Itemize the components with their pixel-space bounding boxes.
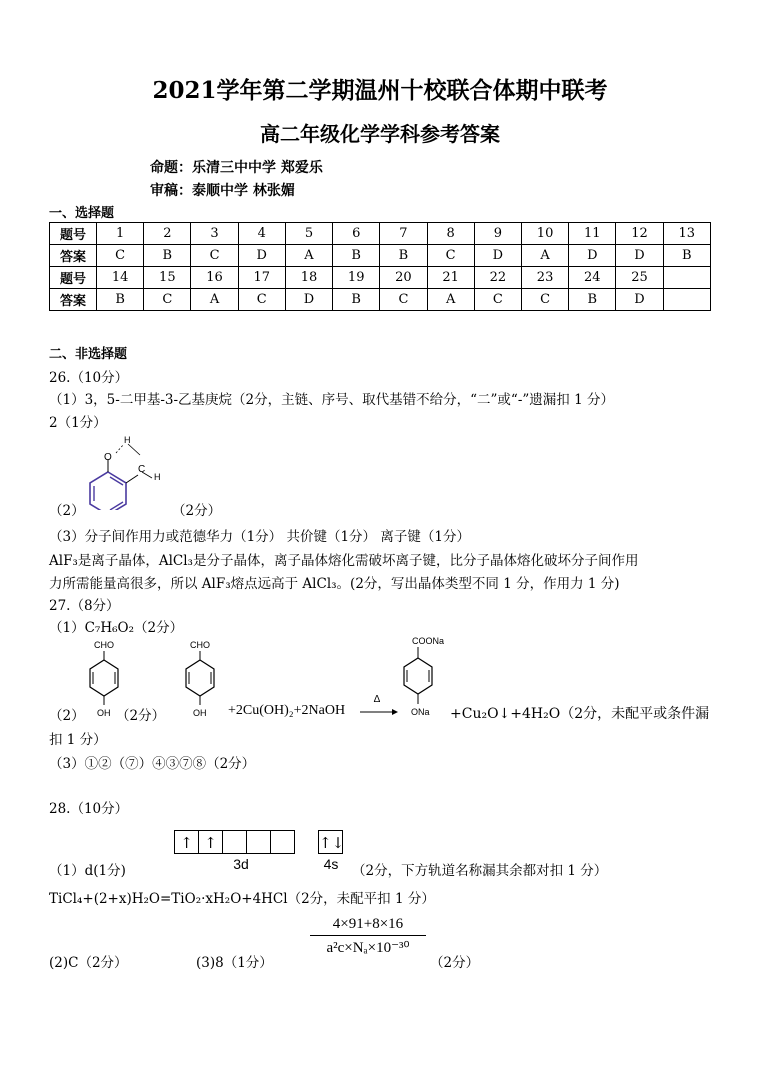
table-cell: D	[616, 245, 663, 267]
reviewer-line: 审稿：泰顺中学 林张媚	[150, 183, 295, 199]
table-cell: C	[521, 289, 568, 311]
table-cell: D	[569, 245, 616, 267]
benzene-ring	[90, 472, 126, 510]
q28-part3: (3)8（1分）	[196, 955, 273, 971]
table-cell: A	[427, 289, 474, 311]
table-cell: C	[427, 245, 474, 267]
table-cell: B	[144, 245, 191, 267]
table-cell: 24	[569, 267, 616, 289]
q26-part1b: 2（1分）	[49, 415, 107, 431]
q28-equation: TiCl₄+(2+x)H₂O=TiO₂·xH₂O+4HCl（2分，未配平扣 1 分）	[49, 891, 435, 907]
table-cell: C	[474, 289, 521, 311]
table-cell: 20	[380, 267, 427, 289]
page-title: 2021学年第二学期温州十校联合体期中联考	[152, 77, 608, 104]
table-cell: 5	[285, 223, 332, 245]
section-choice-heading: 一、选择题	[49, 206, 115, 221]
sodium-phenoxide-benzoate-structure	[394, 634, 452, 720]
orbital-box-4s: ↑↓	[318, 830, 343, 854]
table-cell: A	[285, 245, 332, 267]
table-cell: C	[97, 245, 144, 267]
table-cell: B	[333, 245, 380, 267]
table-cell: B	[380, 245, 427, 267]
table-cell: A	[521, 245, 568, 267]
reactants-text: +2Cu(OH)₂+2NaOH	[228, 703, 346, 718]
table-cell	[663, 267, 710, 289]
table-cell: 21	[427, 267, 474, 289]
oxygen-label: O	[104, 452, 112, 463]
orbital-box	[270, 830, 295, 854]
table-cell: 16	[191, 267, 238, 289]
page-subtitle: 高二年级化学学科参考答案	[260, 122, 500, 146]
table-row	[50, 289, 711, 311]
phenoxide-label: ONa	[411, 707, 430, 717]
q26-explanation-1: AlF₃是离子晶体，AlCl₃是分子晶体，离子晶体熔化需破坏离子键，比分子晶体熔化破坏分子间作用	[49, 553, 639, 569]
table-cell: 13	[663, 223, 710, 245]
table-cell: 10	[521, 223, 568, 245]
table-cell: 9	[474, 223, 521, 245]
table-cell: 18	[285, 267, 332, 289]
fraction-numerator: 4×91+8×16	[310, 916, 426, 936]
table-cell: 23	[521, 267, 568, 289]
table-cell: 17	[238, 267, 285, 289]
table-header-cell: 答案	[50, 289, 97, 311]
benzene-ring	[90, 660, 118, 696]
reaction-arrow-icon	[358, 708, 398, 716]
table-cell	[663, 289, 710, 311]
q26-heading: 26.（10分）	[49, 370, 129, 386]
q26-part3: （3）分子间作用力或范德华力（1分） 共价键（1分） 离子键（1分）	[49, 529, 470, 545]
hydroxyl-label: OH	[97, 708, 111, 718]
table-cell: B	[97, 289, 144, 311]
carbon-label: C	[138, 464, 146, 475]
q27-part2b: 扣 1 分）	[49, 732, 107, 748]
table-cell: D	[285, 289, 332, 311]
aldehyde-label: CHO	[94, 640, 114, 650]
answer-table	[49, 222, 711, 311]
table-cell: 7	[380, 223, 427, 245]
table-cell: C	[144, 289, 191, 311]
table-cell: D	[238, 245, 285, 267]
table-cell: 4	[238, 223, 285, 245]
q27-part2-score: （2分）	[116, 708, 166, 724]
q27-heading: 27.（8分）	[49, 598, 120, 614]
table-cell: 15	[144, 267, 191, 289]
hydrogen-label: H	[154, 472, 161, 482]
table-cell: 22	[474, 267, 521, 289]
table-cell: B	[569, 289, 616, 311]
hydroxyl-label: OH	[193, 708, 207, 718]
table-cell: 11	[569, 223, 616, 245]
table-cell: 6	[333, 223, 380, 245]
q28-part2: (2)C（2分）	[49, 955, 128, 971]
orbital-label-3d: 3d	[233, 856, 249, 872]
table-cell: B	[663, 245, 710, 267]
q26-part1: （1）3，5-二甲基-3-乙基庚烷（2分，主链、序号、取代基错不给分，“二”或“-”遗漏扣 1 分）	[49, 392, 614, 408]
table-cell: C	[238, 289, 285, 311]
hydrogen-label: H	[124, 435, 131, 445]
hydroxybenzaldehyde-structure	[176, 638, 226, 720]
heat-condition: Δ	[373, 694, 381, 705]
table-cell: 14	[97, 267, 144, 289]
table-cell: C	[191, 245, 238, 267]
q28-part1-label: （1）d(1分)	[49, 863, 126, 879]
orbital-box	[222, 830, 247, 854]
table-row	[50, 223, 711, 245]
carboxylate-label: COONa	[412, 636, 445, 646]
table-cell: D	[474, 245, 521, 267]
q28-part1-score: （2分，下方轨道名称漏其余都对扣 1 分）	[352, 863, 608, 879]
table-header-cell: 题号	[50, 267, 97, 289]
table-cell: 1	[97, 223, 144, 245]
table-cell: 19	[333, 267, 380, 289]
table-cell: 3	[191, 223, 238, 245]
products-text: +Cu₂O↓+4H₂O（2分，未配平或条件漏	[450, 706, 710, 722]
table-row	[50, 267, 711, 289]
table-cell: D	[616, 289, 663, 311]
orbital-box	[246, 830, 271, 854]
table-cell: 12	[616, 223, 663, 245]
table-cell: 25	[616, 267, 663, 289]
table-cell: B	[333, 289, 380, 311]
table-row	[50, 245, 711, 267]
q28-heading: 28.（10分）	[49, 801, 129, 817]
benzene-ring	[404, 658, 432, 694]
proposer-line: 命题：乐清三中中学 郑爱乐	[150, 160, 323, 176]
density-fraction	[310, 916, 426, 957]
q26-part2-label: （2）	[49, 503, 85, 519]
q28-part3-score: （2分）	[430, 955, 480, 971]
fraction-denominator: a²c×Nₐ×10⁻³⁰	[326, 940, 410, 956]
aldehyde-label: CHO	[190, 640, 210, 650]
salicylaldehyde-structure	[80, 430, 170, 510]
section-nonchoice-heading: 二、非选择题	[49, 347, 128, 362]
orbital-box: ↑	[198, 830, 223, 854]
orbital-label-4s: 4s	[323, 856, 339, 872]
table-cell: C	[380, 289, 427, 311]
q27-part2-label: （2）	[49, 708, 85, 724]
table-header-cell: 题号	[50, 223, 97, 245]
q26-explanation-2: 力所需能量高很多，所以 AlF₃熔点远高于 AlCl₃。(2分，写出晶体类型不同 1 分，作用力 1 分)	[49, 576, 620, 592]
q26-part2-score: （2分）	[172, 503, 222, 519]
q27-part1: （1）C₇H₆O₂（2分）	[49, 620, 184, 636]
orbital-box: ↑	[174, 830, 199, 854]
q27-part3: （3）①②（⑦）④③⑦⑧（2分）	[49, 756, 256, 772]
table-cell: 8	[427, 223, 474, 245]
table-header-cell: 答案	[50, 245, 97, 267]
benzene-ring	[186, 660, 214, 696]
table-cell: A	[191, 289, 238, 311]
table-cell: 2	[144, 223, 191, 245]
